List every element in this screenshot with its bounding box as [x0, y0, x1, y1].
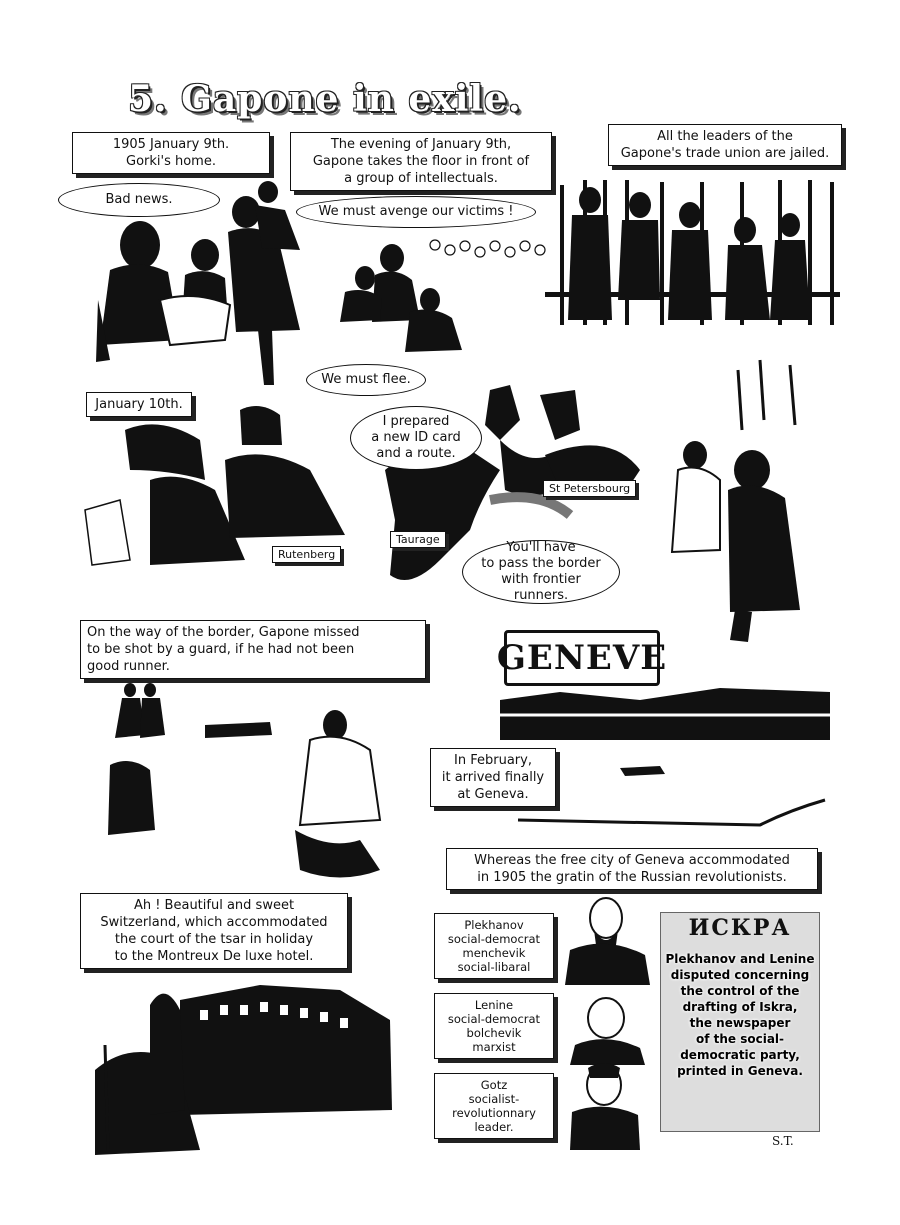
bubble-id-card: I prepared a new ID card and a route.: [350, 406, 482, 470]
fleeing-figure: [672, 360, 800, 642]
page-title: 5. Gapone in exile.: [128, 78, 522, 120]
caption-geneva-city: Whereas the free city of Geneva accommodated in 1905 the gratin of the Russian revolutionists.: [446, 848, 818, 890]
caption-evening: The evening of January 9th, Gapone takes the floor in front of a group of intellectuals.: [290, 132, 552, 191]
intellectuals-crowd: [340, 240, 545, 352]
jail-scene: [545, 180, 840, 325]
caption-gorki-home: 1905 January 9th. Gorki's home.: [72, 132, 270, 174]
bubble-bad-news: Bad news.: [58, 183, 220, 217]
caption-border: On the way of the border, Gapone missed to be shot by a guard, if he had not been good runner.: [80, 620, 426, 679]
montreux-hotel: [95, 985, 392, 1155]
portrait-label-gotz: Gotz socialist- revolutionnary leader.: [434, 1073, 554, 1139]
geneve-sign: GENEVE: [504, 630, 660, 686]
gapone-rutenberg-figures: [85, 406, 345, 565]
newspaper-masthead: ИСКРА: [688, 915, 792, 941]
label-st-petersbourg: St Petersbourg: [543, 480, 636, 497]
artist-signature: S.T.: [772, 1134, 794, 1148]
bubble-avenge: We must avenge our victims !: [296, 196, 536, 228]
portrait-figures: [565, 898, 650, 1150]
caption-switzerland: Ah ! Beautiful and sweet Switzerland, which accommodated the court of the tsar in holiday to the Montreux De luxe hotel.: [80, 893, 348, 969]
caption-leaders-jailed: All the leaders of the Gapone's trade union are jailed.: [608, 124, 842, 166]
bubble-frontier: You'll have to pass the border with frontier runners.: [462, 540, 620, 604]
portrait-label-lenine: Lenine social-democrat bolchevik marxist: [434, 993, 554, 1059]
caption-january-10: January 10th.: [86, 392, 192, 417]
label-rutenberg: Rutenberg: [272, 546, 341, 563]
portrait-label-plekhanov: Plekhanov social-democrat menchevik social-libaral: [434, 913, 554, 979]
caption-february: In February, it arrived finally at Geneva.: [430, 748, 556, 807]
label-taurage: Taurage: [390, 531, 446, 548]
border-runners: [108, 683, 380, 878]
iskra-newspaper: [660, 912, 820, 1132]
bubble-flee: We must flee.: [306, 364, 426, 396]
newspaper-text: Plekhanov and Lenine disputed concerning the control of the drafting of Iskra, the newspaper of the social- democratic party, printed in Geneva.: [665, 952, 815, 1078]
